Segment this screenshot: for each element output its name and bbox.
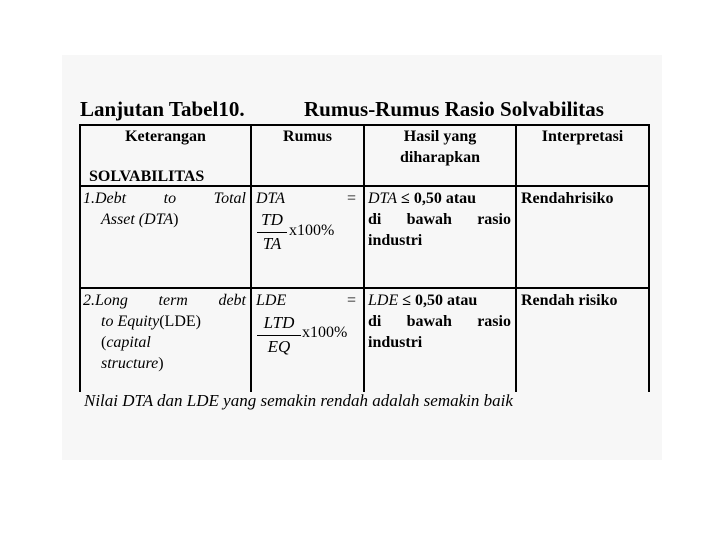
row2-hasil-line1: LDE ≤ 0,50 atau [368, 292, 478, 309]
row2-rumus-equals: = [347, 292, 357, 309]
header-hasil-line2: diharapkan [399, 149, 481, 166]
ratio-table [79, 124, 650, 412]
row2-keterangan-line3: (capital [101, 334, 151, 351]
right-border [648, 124, 650, 392]
row1-hasil-line1: DTA ≤ 0,50 atau [368, 190, 477, 207]
row2-hasil-line2: di bawah rasio [368, 313, 511, 330]
word: debt [218, 292, 246, 309]
row2-multiplier: x100% [302, 324, 348, 341]
row2-keterangan-line4: structure) [101, 355, 164, 372]
table-title-prefix: Lanjutan Tabel10. [80, 97, 245, 121]
row1-keterangan-line1 [83, 188, 246, 209]
fraction-bar [257, 335, 301, 336]
footer-note: Nilai DTA dan LDE yang semakin rendah adalah semakin baik [84, 391, 513, 410]
row1-keterangan-line2: Asset (DTA) [101, 211, 179, 228]
row1-rumus-label: DTA [256, 190, 286, 207]
fraction-denominator: TA [262, 234, 282, 253]
row1-multiplier: x100% [289, 222, 335, 239]
word: term [158, 292, 188, 309]
word: to [163, 190, 177, 207]
left-border [79, 124, 81, 392]
header-interpretasi: Interpretasi [541, 128, 624, 145]
row2-keterangan-line2: to Equity(LDE) [101, 313, 201, 330]
header-keterangan: Keterangan [125, 128, 206, 145]
header-rumus: Rumus [283, 128, 332, 145]
section-label: SOLVABILITAS [89, 168, 205, 185]
row2-fraction [257, 313, 301, 359]
row1-hasil-line3: industri [368, 232, 423, 249]
row2-hasil-line3: industri [368, 334, 423, 351]
word: 1.Debt [83, 190, 127, 207]
row2-interpretasi: Rendah risiko [521, 292, 618, 309]
fraction-denominator: EQ [267, 337, 291, 356]
row1-rumus-equals: = [347, 190, 357, 207]
word: 2.Long [83, 292, 128, 309]
fraction-numerator: LTD [263, 313, 295, 332]
col-divider-1 [250, 124, 252, 392]
row2-keterangan-line1 [83, 290, 246, 311]
row1-hasil-line2: di bawah rasio [368, 211, 511, 228]
fraction-bar [257, 232, 287, 233]
header-hasil-line1: Hasil yang [403, 128, 477, 145]
table-title-main: Rumus-Rumus Rasio Solvabilitas [304, 97, 604, 121]
row1-fraction [257, 210, 287, 256]
row1-interpretasi: Rendahrisiko [521, 190, 614, 207]
col-divider-3 [515, 124, 517, 392]
fraction-numerator: TD [261, 210, 283, 229]
word: Total [213, 190, 246, 207]
row2-rumus-label: LDE [256, 292, 287, 309]
